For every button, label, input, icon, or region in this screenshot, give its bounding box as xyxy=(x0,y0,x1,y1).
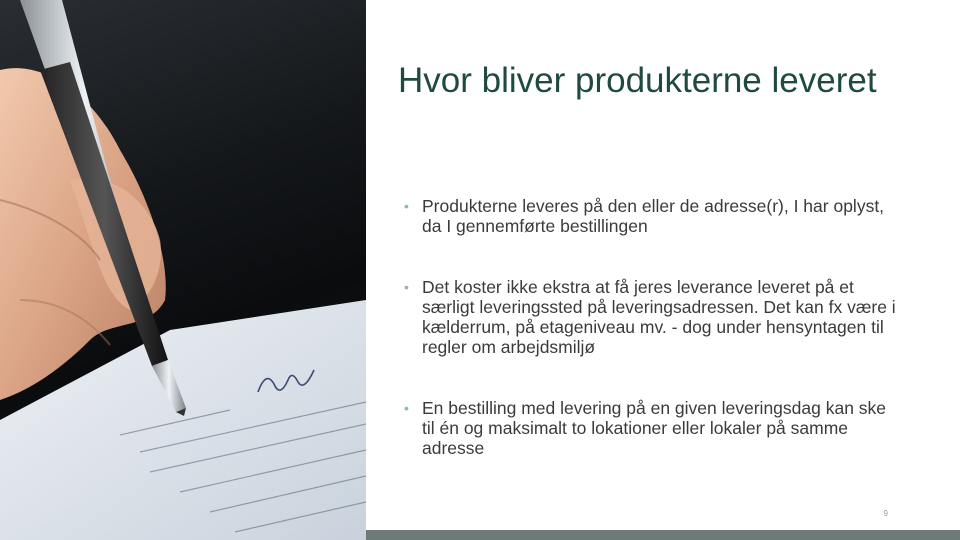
slide-title: Hvor bliver produkterne leveret xyxy=(398,61,877,100)
list-item xyxy=(400,277,900,357)
bullet-marker: • xyxy=(404,400,409,416)
bullet-marker: • xyxy=(404,198,409,214)
slide-content xyxy=(366,0,960,540)
bullet-list xyxy=(400,196,900,458)
bullet-text: Det koster ikke ekstra at få jeres leverance leveret på et særligt leveringssted på leveringsadressen. Det kan fx være i kælderrum, på etageniveau mv. - dog under hensyntagen til regler om arbejdsmiljø xyxy=(422,277,896,357)
list-item xyxy=(400,196,900,236)
bullet-text: En bestilling med levering på en given leveringsdag kan ske til én og maksimalt to lokationer eller lokaler på samme adresse xyxy=(422,398,887,458)
hand-signing-document-photo xyxy=(0,0,366,540)
list-item xyxy=(400,398,900,458)
page-number: 9 xyxy=(883,509,888,518)
footer-bar xyxy=(366,530,960,540)
bullet-text: Produkterne leveres på den eller de adresse(r), I har oplyst, da I gennemførte bestillingen xyxy=(422,196,885,236)
bullet-marker: • xyxy=(404,279,409,295)
